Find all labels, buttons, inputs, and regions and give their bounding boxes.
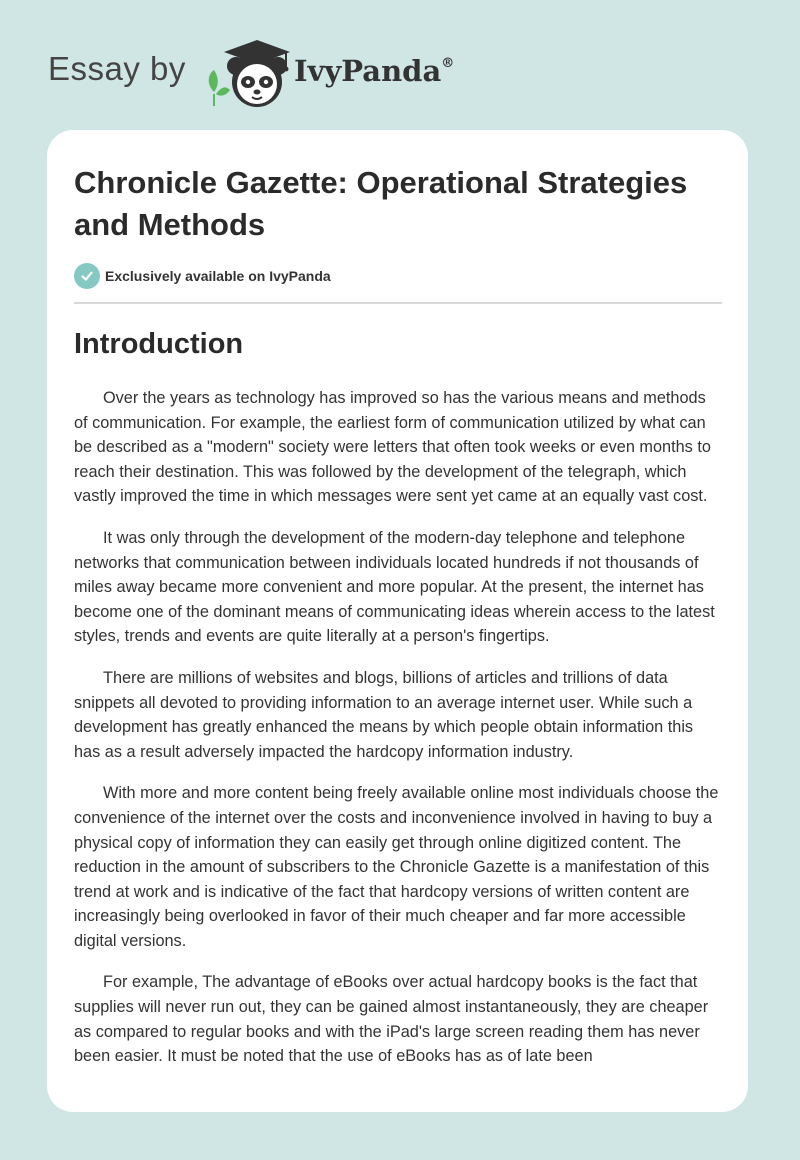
- article-card: [47, 130, 748, 1112]
- divider: [74, 302, 722, 304]
- trademark-symbol: ®: [441, 56, 455, 71]
- paragraph: With more and more content being freely available online most individuals choose the convenience of the internet over the costs and inconvenience involved in having to buy a physical copy of information they can easily get through online digitized content. The reduction in the amount of subscribers to the Chronicle Gazette is a manifestation of this trend at work and is indicative of the fact that hardcopy versions of written content are increasingly being overlooked in favor of their much cheaper and far more accessible digital versions.: [74, 784, 719, 950]
- panda-logo-icon: [200, 36, 296, 112]
- brand-name: IvyPanda®: [294, 54, 455, 88]
- paragraph: Over the years as technology has improved so has the various means and methods of communication. For example, the earliest form of communication utilized by what can be described as a "modern" society were letters that often took weeks or even months to reach their destination. This was followed by the development of the telegraph, which vastly improved the time in which messages were sent yet came at an equally vast cost.: [74, 389, 711, 506]
- section-heading: Introduction: [74, 328, 244, 360]
- paragraph: It was only through the development of the modern-day telephone and telephone networks that communication between individuals located hundreds if not thousands of miles away became more convenient and more popular. At the present, the internet has become one of the dominant means of communicating ideas wherein access to the latest styles, trends and events are quite literally at a person's fingertips.: [74, 528, 715, 646]
- badge-text: Exclusively available on IvyPanda: [105, 268, 331, 284]
- brand-prefix: Essay by: [48, 50, 186, 87]
- brand-header[interactable]: [48, 36, 468, 112]
- page-title: Chronicle Gazette: Operational Strategies and Methods: [74, 165, 688, 242]
- article-body: [74, 386, 722, 1086]
- paragraph: There are millions of websites and blogs, billions of articles and trillions of data snippets all devoted to providing information to an average internet user. While such a development has greatly enhanced the means by which people obtain information this has as a result adversely impacted the hardcopy information industry.: [74, 668, 694, 761]
- check-icon: [74, 263, 100, 289]
- exclusive-badge: [74, 263, 331, 289]
- paragraph: For example, The advantage of eBooks over actual hardcopy books is the fact that supplies will never run out, they can be gained almost instantaneously, they are cheaper as compared to regular books and with the iPad's large screen reading them has never been easier. It must be noted that the use of eBooks has as of late been: [74, 973, 709, 1066]
